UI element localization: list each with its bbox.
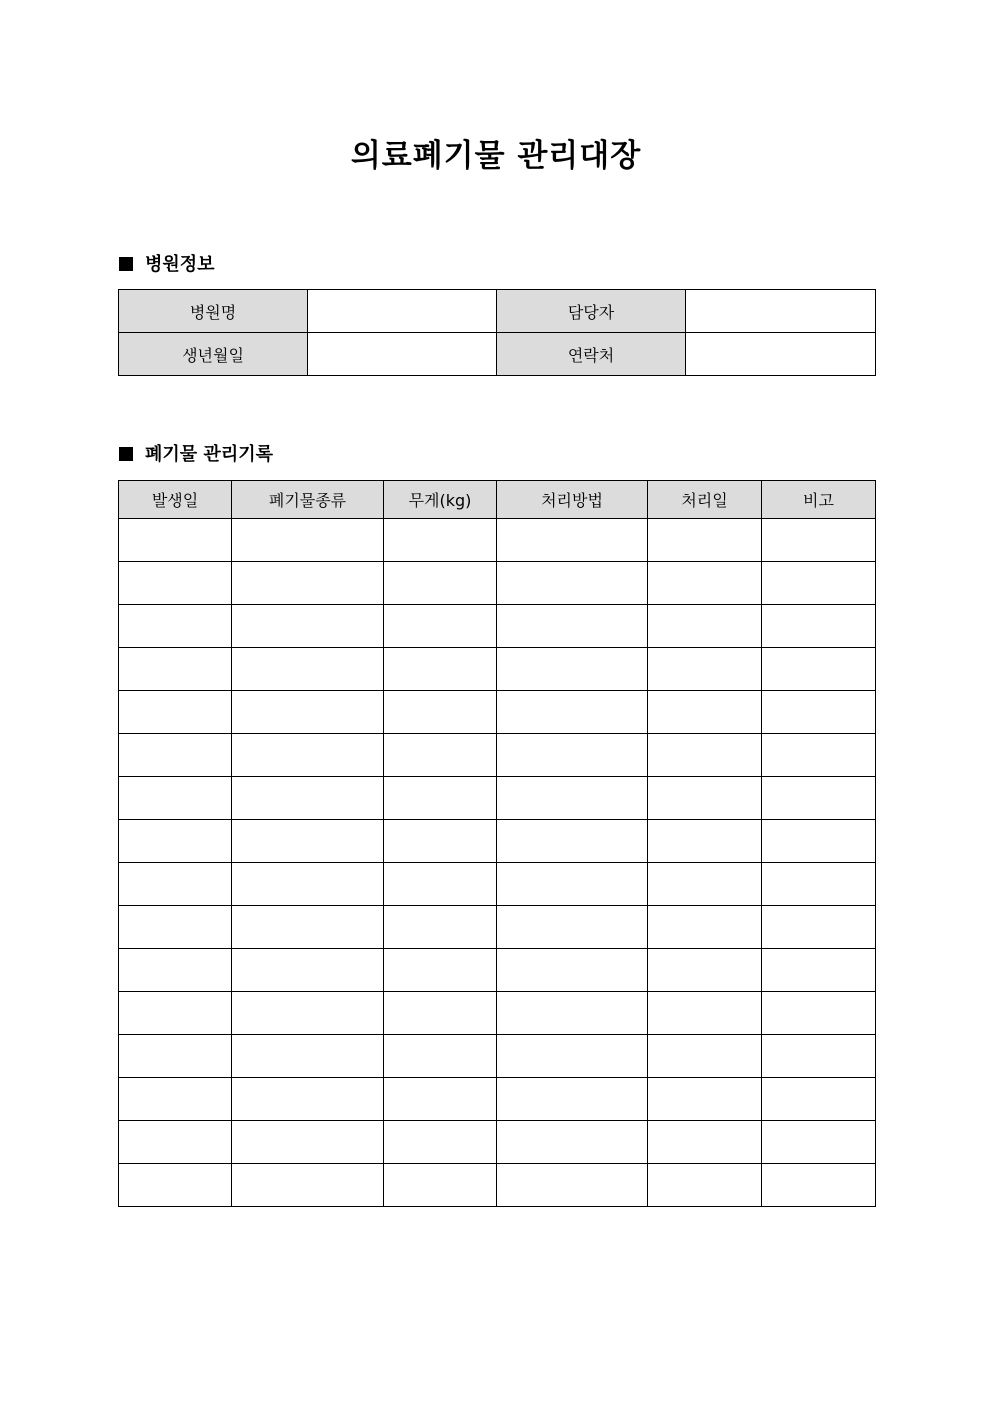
- remarks-cell[interactable]: [762, 1164, 876, 1207]
- table-row: [119, 863, 876, 906]
- remarks-cell[interactable]: [762, 562, 876, 605]
- date-cell[interactable]: [119, 1035, 232, 1078]
- column-header-method: 처리방법: [497, 481, 648, 519]
- table-row: [119, 691, 876, 734]
- process-date-cell[interactable]: [648, 1035, 762, 1078]
- remarks-cell[interactable]: [762, 1078, 876, 1121]
- process-date-cell[interactable]: [648, 519, 762, 562]
- method-cell[interactable]: [497, 734, 648, 777]
- column-header-remarks: 비고: [762, 481, 876, 519]
- weight-cell[interactable]: [384, 519, 497, 562]
- table-row: [119, 906, 876, 949]
- date-cell[interactable]: [119, 562, 232, 605]
- method-cell[interactable]: [497, 519, 648, 562]
- table-row: [119, 820, 876, 863]
- method-cell[interactable]: [497, 1035, 648, 1078]
- remarks-cell[interactable]: [762, 992, 876, 1035]
- waste-type-cell[interactable]: [232, 562, 384, 605]
- process-date-cell[interactable]: [648, 605, 762, 648]
- weight-cell[interactable]: [384, 949, 497, 992]
- method-cell[interactable]: [497, 648, 648, 691]
- weight-cell[interactable]: [384, 562, 497, 605]
- weight-cell[interactable]: [384, 648, 497, 691]
- hospital-name-label: 병원명: [119, 290, 308, 333]
- table-row: [119, 734, 876, 777]
- date-cell[interactable]: [119, 691, 232, 734]
- process-date-cell[interactable]: [648, 1121, 762, 1164]
- manager-field[interactable]: [686, 290, 876, 333]
- date-cell[interactable]: [119, 648, 232, 691]
- date-cell[interactable]: [119, 605, 232, 648]
- document-title: 의료폐기물 관리대장: [350, 138, 642, 174]
- method-cell[interactable]: [497, 992, 648, 1035]
- date-cell[interactable]: [119, 820, 232, 863]
- manager-label: 담당자: [497, 290, 686, 333]
- hospital-info-table: [118, 289, 876, 376]
- contact-field[interactable]: [686, 333, 876, 376]
- hospital-name-field[interactable]: [308, 290, 497, 333]
- table-row: [119, 992, 876, 1035]
- date-cell[interactable]: [119, 1164, 232, 1207]
- table-row: [119, 1164, 876, 1207]
- remarks-cell[interactable]: [762, 777, 876, 820]
- method-cell[interactable]: [497, 605, 648, 648]
- waste-type-cell[interactable]: [232, 691, 384, 734]
- method-cell[interactable]: [497, 820, 648, 863]
- method-cell[interactable]: [497, 863, 648, 906]
- date-cell[interactable]: [119, 863, 232, 906]
- remarks-cell[interactable]: [762, 949, 876, 992]
- remarks-cell[interactable]: [762, 605, 876, 648]
- remarks-cell[interactable]: [762, 906, 876, 949]
- remarks-cell[interactable]: [762, 1035, 876, 1078]
- square-bullet-icon: [119, 447, 133, 461]
- weight-cell[interactable]: [384, 863, 497, 906]
- waste-type-cell[interactable]: [232, 777, 384, 820]
- column-header-waste-type: 폐기물종류: [232, 481, 384, 519]
- table-row: [119, 562, 876, 605]
- method-cell[interactable]: [497, 691, 648, 734]
- waste-type-cell[interactable]: [232, 1121, 384, 1164]
- process-date-cell[interactable]: [648, 1164, 762, 1207]
- table-row: [119, 519, 876, 562]
- process-date-cell[interactable]: [648, 691, 762, 734]
- method-cell[interactable]: [497, 777, 648, 820]
- method-cell[interactable]: [497, 906, 648, 949]
- weight-cell[interactable]: [384, 820, 497, 863]
- table-row: [119, 1078, 876, 1121]
- waste-type-cell[interactable]: [232, 648, 384, 691]
- waste-type-cell[interactable]: [232, 992, 384, 1035]
- date-cell[interactable]: [119, 992, 232, 1035]
- column-header-date: 발생일: [119, 481, 232, 519]
- hospital-info-heading-text: 병원정보: [145, 254, 215, 275]
- remarks-cell[interactable]: [762, 863, 876, 906]
- date-cell[interactable]: [119, 734, 232, 777]
- weight-cell[interactable]: [384, 992, 497, 1035]
- date-cell[interactable]: [119, 1078, 232, 1121]
- waste-records-heading-text: 폐기물 관리기록: [145, 444, 273, 465]
- date-cell[interactable]: [119, 777, 232, 820]
- waste-type-cell[interactable]: [232, 1078, 384, 1121]
- table-row: [119, 605, 876, 648]
- table-header-row: [119, 481, 876, 519]
- process-date-cell[interactable]: [648, 777, 762, 820]
- remarks-cell[interactable]: [762, 734, 876, 777]
- weight-cell[interactable]: [384, 1121, 497, 1164]
- waste-type-cell[interactable]: [232, 863, 384, 906]
- remarks-cell[interactable]: [762, 648, 876, 691]
- table-row: [119, 290, 876, 333]
- hospital-info-heading: [119, 253, 215, 277]
- waste-type-cell[interactable]: [232, 906, 384, 949]
- date-cell[interactable]: [119, 949, 232, 992]
- date-cell[interactable]: [119, 1121, 232, 1164]
- remarks-cell[interactable]: [762, 691, 876, 734]
- remarks-cell[interactable]: [762, 519, 876, 562]
- waste-records-body: [119, 519, 876, 1207]
- waste-type-cell[interactable]: [232, 820, 384, 863]
- waste-type-cell[interactable]: [232, 734, 384, 777]
- weight-cell[interactable]: [384, 734, 497, 777]
- waste-type-cell[interactable]: [232, 519, 384, 562]
- birthdate-label: 생년월일: [119, 333, 308, 376]
- column-header-weight: 무게(kg): [384, 481, 497, 519]
- weight-cell[interactable]: [384, 605, 497, 648]
- waste-type-cell[interactable]: [232, 1035, 384, 1078]
- table-row: [119, 949, 876, 992]
- waste-type-cell[interactable]: [232, 949, 384, 992]
- contact-label: 연락처: [497, 333, 686, 376]
- method-cell[interactable]: [497, 949, 648, 992]
- weight-cell[interactable]: [384, 1035, 497, 1078]
- date-cell[interactable]: [119, 519, 232, 562]
- weight-cell[interactable]: [384, 1078, 497, 1121]
- waste-records-table: [118, 480, 876, 1207]
- weight-cell[interactable]: [384, 691, 497, 734]
- waste-records-heading: [119, 443, 273, 467]
- waste-type-cell[interactable]: [232, 605, 384, 648]
- table-row: [119, 648, 876, 691]
- process-date-cell[interactable]: [648, 1078, 762, 1121]
- birthdate-field[interactable]: [308, 333, 497, 376]
- table-row: [119, 333, 876, 376]
- process-date-cell[interactable]: [648, 648, 762, 691]
- square-bullet-icon: [119, 257, 133, 271]
- method-cell[interactable]: [497, 1078, 648, 1121]
- date-cell[interactable]: [119, 906, 232, 949]
- process-date-cell[interactable]: [648, 992, 762, 1035]
- weight-cell[interactable]: [384, 1164, 497, 1207]
- weight-cell[interactable]: [384, 906, 497, 949]
- process-date-cell[interactable]: [648, 863, 762, 906]
- column-header-process-date: 처리일: [648, 481, 762, 519]
- remarks-cell[interactable]: [762, 820, 876, 863]
- method-cell[interactable]: [497, 562, 648, 605]
- table-row: [119, 777, 876, 820]
- remarks-cell[interactable]: [762, 1121, 876, 1164]
- table-row: [119, 1121, 876, 1164]
- process-date-cell[interactable]: [648, 562, 762, 605]
- waste-type-cell[interactable]: [232, 1164, 384, 1207]
- process-date-cell[interactable]: [648, 820, 762, 863]
- method-cell[interactable]: [497, 1164, 648, 1207]
- process-date-cell[interactable]: [648, 949, 762, 992]
- process-date-cell[interactable]: [648, 906, 762, 949]
- table-row: [119, 1035, 876, 1078]
- process-date-cell[interactable]: [648, 734, 762, 777]
- weight-cell[interactable]: [384, 777, 497, 820]
- method-cell[interactable]: [497, 1121, 648, 1164]
